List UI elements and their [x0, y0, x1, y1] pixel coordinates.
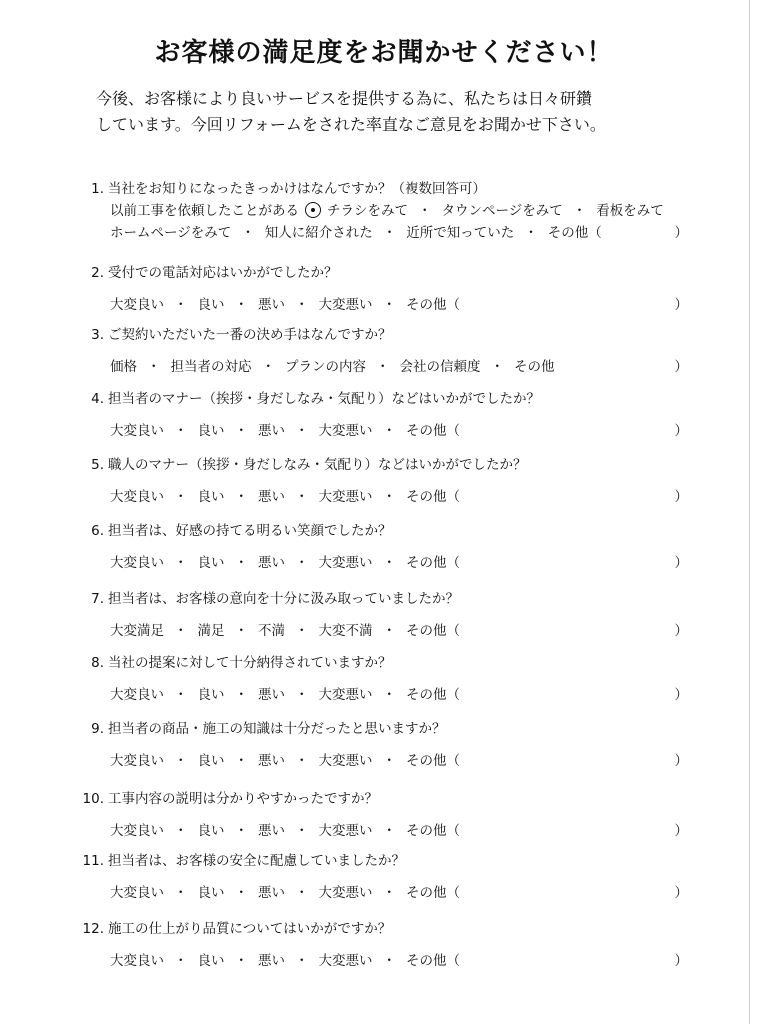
- option-separator: ・: [174, 687, 188, 703]
- answer-options: [68, 294, 688, 316]
- other-answer-close-paren: ）: [674, 687, 688, 703]
- option-separator: ・: [295, 555, 309, 571]
- answer-option[interactable]: 知人に紹介された: [264, 225, 373, 241]
- option-separator: ・: [382, 823, 396, 839]
- question-number: 6.: [91, 523, 104, 539]
- option-separator: ・: [174, 423, 188, 439]
- option-separator: ・: [174, 885, 188, 901]
- question-9: [68, 718, 688, 772]
- question-line: [68, 454, 688, 476]
- question-12: [68, 918, 688, 972]
- question-text: 受付での電話対応はいかがでしたか？: [108, 265, 338, 281]
- answer-option[interactable]: タウンページをみて: [441, 203, 563, 219]
- answer-options: [68, 356, 688, 378]
- question-number: 2.: [91, 265, 104, 281]
- answer-option[interactable]: 悪い: [258, 423, 285, 439]
- option-separator: ・: [382, 489, 396, 505]
- question-2: [68, 262, 688, 316]
- question-text: 当社の提案に対して十分納得されていますか？: [108, 655, 392, 671]
- answer-option[interactable]: 大変良い: [110, 823, 164, 839]
- answer-option[interactable]: 悪い: [258, 753, 285, 769]
- question-number: 10.: [82, 791, 104, 807]
- answer-option[interactable]: その他（: [406, 423, 460, 439]
- page-title: お客様の満足度をお聞かせください！: [154, 38, 614, 68]
- option-separator: ・: [234, 687, 248, 703]
- option-separator: ・: [295, 885, 309, 901]
- answer-option[interactable]: 担当者の対応: [170, 359, 252, 375]
- answer-option[interactable]: 大変悪い: [318, 753, 373, 769]
- option-separator: ・: [295, 687, 309, 703]
- answer-option[interactable]: 会社の信頼度: [399, 359, 481, 375]
- question-11: [68, 850, 688, 904]
- question-10: [68, 788, 688, 842]
- answer-option[interactable]: その他（: [547, 225, 602, 241]
- option-separator: ・: [376, 359, 390, 375]
- question-line: [68, 788, 688, 810]
- intro-line: 今後、お客様により良いサービスを提供する為に、私たちは日々研鑽: [96, 89, 593, 108]
- answer-option[interactable]: 大変良い: [110, 555, 164, 571]
- other-answer-close-paren: ）: [674, 297, 688, 313]
- other-answer-close-paren: ）: [674, 359, 688, 375]
- answer-option[interactable]: 良い: [197, 423, 225, 439]
- option-separator: ・: [174, 753, 188, 769]
- option-separator: ・: [382, 753, 396, 769]
- answer-option[interactable]: 大変良い: [110, 489, 164, 505]
- answer-option[interactable]: 悪い: [258, 297, 285, 313]
- answer-options: [68, 486, 688, 508]
- other-answer-close-paren: ）: [674, 489, 688, 505]
- option-separator: ・: [295, 423, 309, 439]
- answer-option[interactable]: その他（: [406, 297, 460, 313]
- option-separator: ・: [234, 953, 248, 969]
- answer-option[interactable]: その他（: [406, 885, 460, 901]
- option-separator: ・: [382, 885, 396, 901]
- question-1: [68, 178, 688, 244]
- answer-option[interactable]: その他（: [406, 489, 460, 505]
- answer-option[interactable]: 不満: [258, 623, 285, 639]
- question-line: [68, 178, 688, 200]
- answer-option[interactable]: 大変悪い: [318, 489, 373, 505]
- question-number: 5.: [91, 457, 104, 473]
- intro-line: しています。今回リフォームをされた率直なご意見をお聞かせ下さい。: [96, 115, 606, 134]
- answer-option[interactable]: 悪い: [258, 555, 285, 571]
- option-separator: ・: [382, 687, 396, 703]
- other-answer-close-paren: ）: [674, 823, 688, 839]
- question-line: [68, 388, 688, 410]
- answer-options: [68, 820, 688, 842]
- question-text: 工事内容の説明は分かりやすかったですか？: [108, 791, 378, 807]
- answer-option[interactable]: 大変良い: [110, 297, 164, 313]
- answer-option[interactable]: 大変良い: [110, 885, 164, 901]
- option-separator: ・: [524, 225, 538, 241]
- option-separator: ・: [382, 225, 397, 241]
- answer-option[interactable]: 悪い: [258, 823, 285, 839]
- question-number: 8.: [91, 655, 104, 671]
- circled-mark-icon: [305, 202, 321, 218]
- answer-option[interactable]: 近所で知っていた: [406, 225, 515, 241]
- answer-option[interactable]: その他（: [406, 953, 460, 969]
- answer-option[interactable]: 良い: [197, 823, 225, 839]
- answer-option[interactable]: その他（: [406, 753, 460, 769]
- question-line: [68, 324, 688, 346]
- question-3: [68, 324, 688, 378]
- option-separator: ・: [295, 623, 309, 639]
- option-separator: ・: [382, 623, 396, 639]
- question-text: 職人のマナー（挨拶・身だしなみ・気配り）などはいかがでしたか？: [108, 457, 527, 473]
- answer-option[interactable]: 看板をみて: [596, 203, 664, 219]
- answer-option[interactable]: 以前工事を依頼したことがある: [110, 203, 299, 219]
- answer-option[interactable]: 大変悪い: [318, 823, 373, 839]
- answer-option[interactable]: 悪い: [258, 489, 285, 505]
- other-answer-close-paren: ）: [674, 885, 688, 901]
- option-separator: ・: [382, 423, 396, 439]
- answer-option[interactable]: 大変良い: [110, 953, 164, 969]
- answer-option[interactable]: 大変悪い: [318, 687, 373, 703]
- answer-option[interactable]: 大変悪い: [318, 885, 373, 901]
- option-separator: ・: [382, 953, 396, 969]
- question-line: [68, 850, 688, 872]
- other-answer-close-paren: ）: [674, 423, 688, 439]
- option-separator: ・: [234, 489, 248, 505]
- answer-option[interactable]: 大変満足: [110, 623, 164, 639]
- answer-option[interactable]: その他（: [406, 555, 460, 571]
- option-separator: ・: [382, 297, 396, 313]
- answer-option[interactable]: その他（: [406, 823, 460, 839]
- option-separator: ・: [295, 753, 309, 769]
- answer-option[interactable]: 大変悪い: [318, 297, 373, 313]
- option-separator: ・: [234, 623, 248, 639]
- question-4: [68, 388, 688, 442]
- other-answer-close-paren: ）: [674, 623, 688, 639]
- other-answer-close-paren: ）: [674, 753, 688, 769]
- question-7: [68, 588, 688, 642]
- question-8: [68, 652, 688, 706]
- intro-text: [96, 86, 696, 138]
- answer-option[interactable]: 満足: [197, 623, 225, 639]
- answer-option[interactable]: 大変悪い: [318, 423, 373, 439]
- question-number: 11.: [82, 853, 104, 869]
- answer-option[interactable]: 悪い: [258, 885, 285, 901]
- option-separator: ・: [572, 203, 587, 219]
- answer-option[interactable]: 価格: [110, 359, 137, 375]
- answer-options: [68, 420, 688, 442]
- option-separator: ・: [174, 953, 188, 969]
- answer-option[interactable]: 良い: [197, 753, 225, 769]
- question-text: 担当者は、好感の持てる明るい笑顔でしたか？: [108, 523, 392, 539]
- option-separator: ・: [295, 823, 309, 839]
- option-separator: ・: [174, 489, 188, 505]
- option-separator: ・: [174, 623, 188, 639]
- answer-options: [68, 222, 688, 244]
- answer-option[interactable]: 大変良い: [110, 423, 164, 439]
- question-text: 当社をお知りになったきっかけはなんですか？（複数回答可）: [108, 181, 486, 197]
- question-line: [68, 652, 688, 674]
- question-number: 3.: [91, 327, 104, 343]
- option-separator: ・: [295, 953, 309, 969]
- answer-options: [68, 620, 688, 642]
- question-number: 4.: [91, 391, 104, 407]
- question-line: [68, 262, 688, 284]
- question-text: ご契約いただいた一番の決め手はなんですか？: [108, 327, 392, 343]
- answer-option[interactable]: 良い: [197, 297, 225, 313]
- question-number: 7.: [91, 591, 104, 607]
- question-text: 担当者のマナー（挨拶・身だしなみ・気配り）などはいかがでしたか？: [108, 391, 540, 407]
- question-number: 12.: [82, 921, 104, 937]
- answer-option[interactable]: その他: [514, 359, 555, 375]
- option-separator: ・: [174, 297, 188, 313]
- answer-option[interactable]: 大変悪い: [318, 953, 373, 969]
- question-line: [68, 718, 688, 740]
- option-separator: ・: [295, 489, 309, 505]
- answer-option[interactable]: 大変悪い: [318, 555, 373, 571]
- option-separator: ・: [382, 555, 396, 571]
- answer-option[interactable]: 良い: [197, 555, 225, 571]
- option-separator: ・: [234, 297, 248, 313]
- other-answer-close-paren: ）: [674, 953, 688, 969]
- answer-option[interactable]: 良い: [197, 953, 225, 969]
- option-separator: ・: [261, 359, 275, 375]
- answer-options: [68, 950, 688, 972]
- answer-option[interactable]: 良い: [197, 885, 225, 901]
- page-edge-line: [749, 0, 750, 1024]
- question-6: [68, 520, 688, 574]
- answer-options: [68, 882, 688, 904]
- option-separator: ・: [147, 359, 161, 375]
- option-separator: ・: [241, 225, 255, 241]
- option-separator: ・: [174, 823, 188, 839]
- answer-option[interactable]: 大変良い: [110, 687, 164, 703]
- answer-option[interactable]: 大変不満: [318, 623, 373, 639]
- option-separator: ・: [295, 297, 309, 313]
- answer-options: [68, 200, 688, 222]
- answer-option[interactable]: プランの内容: [285, 359, 366, 375]
- question-number: 1.: [91, 181, 104, 197]
- option-separator: ・: [174, 555, 188, 571]
- answer-option[interactable]: その他（: [406, 623, 460, 639]
- question-5: [68, 454, 688, 508]
- answer-option[interactable]: ホームページをみて: [110, 225, 232, 241]
- answer-option[interactable]: 悪い: [258, 687, 285, 703]
- option-separator: ・: [234, 823, 248, 839]
- answer-option[interactable]: 大変良い: [110, 753, 164, 769]
- question-text: 施工の仕上がり品質についてはいかがですか？: [108, 921, 392, 937]
- question-number: 9.: [91, 721, 104, 737]
- option-separator: ・: [234, 555, 248, 571]
- option-separator: ・: [490, 359, 504, 375]
- question-line: [68, 520, 688, 542]
- option-separator: ・: [234, 885, 248, 901]
- answer-option[interactable]: 悪い: [258, 953, 285, 969]
- answer-options: [68, 552, 688, 574]
- answer-option[interactable]: 良い: [197, 687, 225, 703]
- option-separator: ・: [418, 203, 432, 219]
- question-text: 担当者の商品・施工の知識は十分だったと思いますか？: [108, 721, 446, 737]
- other-answer-close-paren: ）: [674, 225, 688, 241]
- other-answer-close-paren: ）: [674, 555, 688, 571]
- question-text: 担当者は、お客様の意向を十分に汲み取っていましたか？: [108, 591, 459, 607]
- question-line: [68, 588, 688, 610]
- question-text: 担当者は、お客様の安全に配慮していましたか？: [108, 853, 405, 869]
- question-line: [68, 918, 688, 940]
- option-separator: ・: [234, 753, 248, 769]
- answer-options: [68, 684, 688, 706]
- answer-option[interactable]: チラシをみて: [327, 203, 408, 219]
- answer-option[interactable]: 良い: [197, 489, 225, 505]
- answer-option[interactable]: その他（: [406, 687, 460, 703]
- answer-options: [68, 750, 688, 772]
- option-separator: ・: [234, 423, 248, 439]
